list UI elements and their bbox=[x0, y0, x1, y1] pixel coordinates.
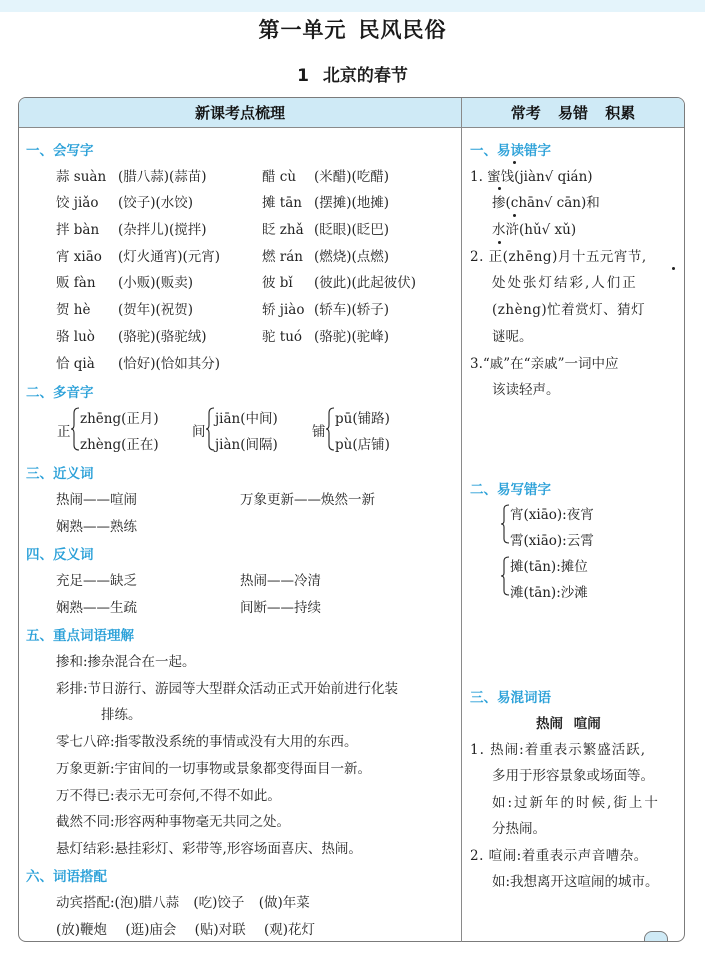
misread-item: 水浒(hǔ√ xǔ) bbox=[492, 222, 577, 238]
char-words: (灯火通宵)(元宵) bbox=[118, 249, 221, 265]
char-pinyin: 贩 fàn bbox=[56, 275, 96, 291]
left-column-header: 新课考点梳理 bbox=[19, 98, 462, 128]
char-pinyin: 燃 rán bbox=[262, 249, 303, 265]
collocation-line: 动宾搭配:(泡)腊八蒜 (吃)饺子 (做)年菜 bbox=[56, 895, 310, 911]
char-pinyin: 饺 jiǎo bbox=[56, 195, 99, 211]
char-words: (轿车)(轿子) bbox=[314, 302, 390, 318]
confusable-line: 如:我想离开这喧闹的城市。 bbox=[492, 874, 659, 890]
char-words: (燃烧)(点燃) bbox=[314, 249, 390, 265]
word-definition: 悬灯结彩:悬挂彩灯、彩带等,形容场面喜庆、热闹。 bbox=[56, 841, 362, 857]
word-definition: 截然不同:形容两种事物毫无共同之处。 bbox=[56, 814, 291, 830]
confusable-line: 2. 喧闹:着重表示声音嘈杂。 bbox=[470, 848, 648, 864]
polyphone-char: 正 bbox=[57, 424, 71, 440]
right-column-header: 常考 易错 积累 bbox=[462, 98, 684, 128]
char-words: (眨眼)(眨巴) bbox=[314, 222, 390, 238]
word-definition: 掺和:掺杂混合在一起。 bbox=[56, 654, 196, 670]
section-title-confusable: 三、易混词语 bbox=[470, 690, 551, 706]
page-tab bbox=[644, 931, 668, 942]
polyphone-reading: jiān(中间) bbox=[215, 411, 278, 427]
section-title-misread: 一、易读错字 bbox=[470, 143, 551, 159]
polyphone-reading: jiàn(间隔) bbox=[215, 437, 278, 453]
unit-name: 民风民俗 bbox=[358, 18, 447, 42]
char-words: (贺年)(祝贺) bbox=[118, 302, 194, 318]
word-definition-cont: 排练。 bbox=[101, 707, 142, 723]
miswrite-item: 滩(tān):沙滩 bbox=[510, 585, 588, 601]
char-words: (腊八蒜)(蒜苗) bbox=[118, 169, 207, 185]
confusable-line: 分热闹。 bbox=[492, 821, 546, 837]
emphasis-dot bbox=[498, 187, 501, 190]
char-pinyin: 轿 jiào bbox=[262, 302, 305, 318]
unit-title bbox=[0, 14, 705, 44]
char-words: (杂拌儿)(搅拌) bbox=[118, 222, 207, 238]
section-title-antonym: 四、反义词 bbox=[26, 547, 94, 563]
char-words: (彼此)(此起彼伏) bbox=[314, 275, 417, 291]
polyphone-char: 铺 bbox=[312, 424, 326, 440]
char-pinyin: 拌 bàn bbox=[56, 222, 100, 238]
char-words: (饺子)(水饺) bbox=[118, 195, 194, 211]
char-words: (骆驼)(驼峰) bbox=[314, 329, 390, 345]
section-title-synonym: 三、近义词 bbox=[26, 466, 94, 482]
char-pinyin: 骆 luò bbox=[56, 329, 95, 345]
section-title-polyphone: 二、多音字 bbox=[26, 385, 94, 401]
emphasis-dot bbox=[513, 214, 516, 217]
misread-item: 处处张灯结彩,人们正 bbox=[492, 275, 638, 291]
misread-item: 掺(chān√ cān)和 bbox=[492, 195, 600, 211]
misread-item: 2. 正(zhēng)月十五元宵节, bbox=[470, 249, 647, 265]
lesson-number: 1 bbox=[297, 66, 309, 86]
word-definition: 彩排:节日游行、游园等大型群众活动正式开始前进行化装 bbox=[56, 681, 399, 697]
misread-item: 该读轻声。 bbox=[492, 382, 560, 398]
char-pinyin: 宵 xiāo bbox=[56, 249, 102, 265]
confusable-line: 多用于形容景象或场面等。 bbox=[492, 768, 654, 784]
polyphone-reading: zhèng(正在) bbox=[80, 437, 159, 453]
char-pinyin: 贺 hè bbox=[56, 302, 91, 318]
lesson-name: 北京的春节 bbox=[322, 66, 408, 86]
section-title-write: 一、会写字 bbox=[26, 143, 94, 159]
confusable-pair-title: 热闹 喧闹 bbox=[536, 716, 601, 732]
emphasis-dot bbox=[672, 267, 675, 270]
collocation-line: (放)鞭炮 (逛)庙会 (贴)对联 (观)花灯 bbox=[56, 922, 316, 938]
section-title-collocation: 六、词语搭配 bbox=[26, 869, 107, 885]
section-title-word-meaning: 五、重点词语理解 bbox=[26, 628, 134, 644]
antonym-pair: 间断——持续 bbox=[240, 600, 321, 616]
emphasis-dot bbox=[498, 241, 501, 244]
miswrite-item: 霄(xiāo):云霄 bbox=[510, 533, 594, 549]
word-definition: 零七八碎:指零散没系统的事情或没有大用的东西。 bbox=[56, 734, 358, 750]
char-words: (恰好)(恰如其分) bbox=[118, 356, 221, 372]
brace-icon bbox=[501, 504, 510, 544]
char-pinyin: 驼 tuó bbox=[262, 329, 303, 345]
misread-item: 1. 蜜饯(jiàn√ qián) bbox=[470, 169, 593, 185]
char-pinyin: 眨 zhǎ bbox=[262, 222, 304, 238]
char-words: (摆摊)(地摊) bbox=[314, 195, 390, 211]
char-words: (骆驼)(骆驼绒) bbox=[118, 329, 207, 345]
char-words: (小贩)(贩卖) bbox=[118, 275, 194, 291]
brace-icon bbox=[501, 556, 510, 596]
miswrite-item: 宵(xiāo):夜宵 bbox=[510, 507, 594, 523]
confusable-line: 1. 热闹:着重表示繁盛活跃, bbox=[470, 742, 647, 758]
word-definition: 万象更新:宇宙间的一切事物或景象都变得面目一新。 bbox=[56, 761, 372, 777]
unit-number: 第一单元 bbox=[258, 18, 347, 42]
antonym-pair: 娴熟——生疏 bbox=[56, 600, 137, 616]
misread-item: 3.“戚”在“亲戚”一词中应 bbox=[470, 356, 619, 372]
polyphone-reading: pù(店铺) bbox=[335, 437, 390, 453]
char-words: (米醋)(吃醋) bbox=[314, 169, 390, 185]
column-divider bbox=[461, 127, 462, 942]
antonym-pair: 充足——缺乏 bbox=[56, 573, 137, 589]
antonym-pair: 热闹——冷清 bbox=[240, 573, 321, 589]
char-pinyin: 醋 cù bbox=[262, 169, 297, 185]
polyphone-reading: zhēng(正月) bbox=[80, 411, 159, 427]
top-decor-bar bbox=[0, 0, 705, 12]
char-pinyin: 恰 qià bbox=[56, 356, 95, 372]
misread-item: (zhèng)忙着赏灯、猜灯 bbox=[492, 302, 646, 318]
synonym-pair: 娴熟——熟练 bbox=[56, 519, 137, 535]
polyphone-char: 间 bbox=[192, 424, 206, 440]
lesson-title bbox=[0, 61, 705, 86]
confusable-line: 如:过新年的时候,街上十 bbox=[492, 795, 660, 811]
misread-item: 谜呢。 bbox=[492, 329, 533, 345]
polyphone-reading: pū(铺路) bbox=[335, 411, 390, 427]
miswrite-item: 摊(tān):摊位 bbox=[510, 559, 588, 575]
emphasis-dot bbox=[513, 161, 516, 164]
word-definition: 万不得已:表示无可奈何,不得不如此。 bbox=[56, 788, 281, 804]
section-title-miswrite: 二、易写错字 bbox=[470, 482, 551, 498]
synonym-pair: 热闹——喧闹 bbox=[56, 492, 137, 508]
char-pinyin: 蒜 suàn bbox=[56, 169, 107, 185]
char-pinyin: 摊 tān bbox=[262, 195, 302, 211]
synonym-pair: 万象更新——焕然一新 bbox=[240, 492, 375, 508]
char-pinyin: 彼 bǐ bbox=[262, 275, 293, 291]
